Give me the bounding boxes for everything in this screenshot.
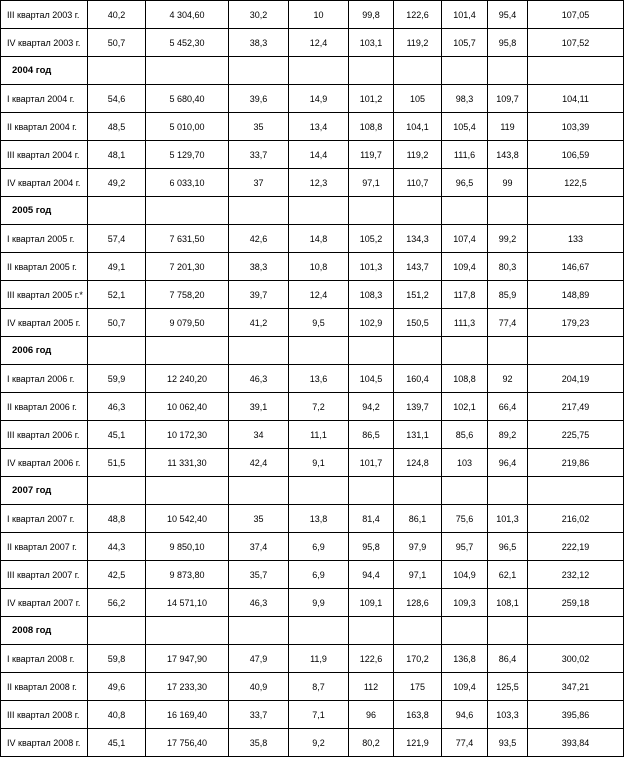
value-cell: 4 304,60 bbox=[146, 1, 229, 29]
value-cell: 16 169,40 bbox=[146, 701, 229, 729]
empty-cell bbox=[289, 197, 349, 225]
value-cell: 109,4 bbox=[442, 673, 488, 701]
value-cell: 160,4 bbox=[394, 365, 442, 393]
empty-cell bbox=[88, 617, 146, 645]
value-cell: 96 bbox=[349, 701, 394, 729]
value-cell: 103 bbox=[442, 449, 488, 477]
value-cell: 37,4 bbox=[229, 533, 289, 561]
table-row bbox=[1, 589, 624, 617]
value-cell: 80,3 bbox=[488, 253, 528, 281]
quarter-label: III квартал 2008 г. bbox=[1, 701, 88, 729]
value-cell: 108,3 bbox=[349, 281, 394, 309]
value-cell: 216,02 bbox=[528, 505, 624, 533]
value-cell: 5 010,00 bbox=[146, 113, 229, 141]
value-cell: 34 bbox=[229, 421, 289, 449]
value-cell: 12,4 bbox=[289, 29, 349, 57]
value-cell: 77,4 bbox=[488, 309, 528, 337]
value-cell: 259,18 bbox=[528, 589, 624, 617]
value-cell: 225,75 bbox=[528, 421, 624, 449]
empty-cell bbox=[88, 197, 146, 225]
empty-cell bbox=[488, 337, 528, 365]
value-cell: 59,9 bbox=[88, 365, 146, 393]
value-cell: 77,4 bbox=[442, 729, 488, 757]
empty-cell bbox=[289, 617, 349, 645]
value-cell: 13,8 bbox=[289, 505, 349, 533]
value-cell: 143,8 bbox=[488, 141, 528, 169]
table-row bbox=[1, 253, 624, 281]
value-cell: 49,6 bbox=[88, 673, 146, 701]
value-cell: 12 240,20 bbox=[146, 365, 229, 393]
value-cell: 112 bbox=[349, 673, 394, 701]
value-cell: 347,21 bbox=[528, 673, 624, 701]
value-cell: 9,2 bbox=[289, 729, 349, 757]
empty-cell bbox=[488, 197, 528, 225]
value-cell: 39,7 bbox=[229, 281, 289, 309]
value-cell: 94,4 bbox=[349, 561, 394, 589]
value-cell: 7,1 bbox=[289, 701, 349, 729]
value-cell: 56,2 bbox=[88, 589, 146, 617]
value-cell: 46,3 bbox=[229, 589, 289, 617]
value-cell: 9 850,10 bbox=[146, 533, 229, 561]
value-cell: 75,6 bbox=[442, 505, 488, 533]
value-cell: 7,2 bbox=[289, 393, 349, 421]
empty-cell bbox=[349, 197, 394, 225]
empty-cell bbox=[229, 617, 289, 645]
value-cell: 101,4 bbox=[442, 1, 488, 29]
value-cell: 10 172,30 bbox=[146, 421, 229, 449]
value-cell: 86,5 bbox=[349, 421, 394, 449]
value-cell: 102,9 bbox=[349, 309, 394, 337]
empty-cell bbox=[229, 477, 289, 505]
quarter-label: III квартал 2005 г.* bbox=[1, 281, 88, 309]
table-row bbox=[1, 393, 624, 421]
value-cell: 13,4 bbox=[289, 113, 349, 141]
value-cell: 101,3 bbox=[349, 253, 394, 281]
table-row bbox=[1, 141, 624, 169]
value-cell: 217,49 bbox=[528, 393, 624, 421]
value-cell: 5 452,30 bbox=[146, 29, 229, 57]
value-cell: 48,5 bbox=[88, 113, 146, 141]
value-cell: 101,2 bbox=[349, 85, 394, 113]
value-cell: 99,2 bbox=[488, 225, 528, 253]
value-cell: 11,1 bbox=[289, 421, 349, 449]
value-cell: 95,8 bbox=[349, 533, 394, 561]
value-cell: 40,2 bbox=[88, 1, 146, 29]
quarter-label: III квартал 2007 г. bbox=[1, 561, 88, 589]
value-cell: 48,8 bbox=[88, 505, 146, 533]
value-cell: 143,7 bbox=[394, 253, 442, 281]
value-cell: 30,2 bbox=[229, 1, 289, 29]
empty-cell bbox=[146, 57, 229, 85]
value-cell: 204,19 bbox=[528, 365, 624, 393]
quarter-label: II квартал 2006 г. bbox=[1, 393, 88, 421]
value-cell: 103,3 bbox=[488, 701, 528, 729]
quarter-label: I квартал 2006 г. bbox=[1, 365, 88, 393]
value-cell: 232,12 bbox=[528, 561, 624, 589]
empty-cell bbox=[146, 617, 229, 645]
value-cell: 109,7 bbox=[488, 85, 528, 113]
value-cell: 300,02 bbox=[528, 645, 624, 673]
quarter-label: IV квартал 2008 г. bbox=[1, 729, 88, 757]
value-cell: 108,1 bbox=[488, 589, 528, 617]
empty-cell bbox=[229, 57, 289, 85]
value-cell: 104,9 bbox=[442, 561, 488, 589]
empty-cell bbox=[146, 477, 229, 505]
value-cell: 105,4 bbox=[442, 113, 488, 141]
value-cell: 119 bbox=[488, 113, 528, 141]
value-cell: 35,7 bbox=[229, 561, 289, 589]
value-cell: 99 bbox=[488, 169, 528, 197]
empty-cell bbox=[488, 617, 528, 645]
value-cell: 109,4 bbox=[442, 253, 488, 281]
empty-cell bbox=[488, 477, 528, 505]
value-cell: 97,1 bbox=[349, 169, 394, 197]
value-cell: 103,39 bbox=[528, 113, 624, 141]
quarter-label: II квартал 2004 г. bbox=[1, 113, 88, 141]
value-cell: 107,05 bbox=[528, 1, 624, 29]
value-cell: 86,1 bbox=[394, 505, 442, 533]
empty-cell bbox=[394, 197, 442, 225]
value-cell: 150,5 bbox=[394, 309, 442, 337]
value-cell: 39,1 bbox=[229, 393, 289, 421]
value-cell: 219,86 bbox=[528, 449, 624, 477]
value-cell: 151,2 bbox=[394, 281, 442, 309]
year-label: 2008 год bbox=[1, 617, 88, 645]
value-cell: 12,3 bbox=[289, 169, 349, 197]
value-cell: 121,9 bbox=[394, 729, 442, 757]
year-header-row bbox=[1, 337, 624, 365]
empty-cell bbox=[88, 57, 146, 85]
value-cell: 50,7 bbox=[88, 29, 146, 57]
value-cell: 93,5 bbox=[488, 729, 528, 757]
value-cell: 52,1 bbox=[88, 281, 146, 309]
value-cell: 92 bbox=[488, 365, 528, 393]
value-cell: 108,8 bbox=[442, 365, 488, 393]
quarter-label: II квартал 2008 г. bbox=[1, 673, 88, 701]
empty-cell bbox=[394, 57, 442, 85]
value-cell: 109,3 bbox=[442, 589, 488, 617]
value-cell: 148,89 bbox=[528, 281, 624, 309]
quarter-label: IV квартал 2007 г. bbox=[1, 589, 88, 617]
value-cell: 104,1 bbox=[394, 113, 442, 141]
value-cell: 47,9 bbox=[229, 645, 289, 673]
empty-cell bbox=[394, 337, 442, 365]
year-header-row bbox=[1, 477, 624, 505]
value-cell: 96,5 bbox=[488, 533, 528, 561]
value-cell: 40,8 bbox=[88, 701, 146, 729]
value-cell: 98,3 bbox=[442, 85, 488, 113]
empty-cell bbox=[394, 617, 442, 645]
table-row bbox=[1, 113, 624, 141]
value-cell: 7 631,50 bbox=[146, 225, 229, 253]
value-cell: 101,3 bbox=[488, 505, 528, 533]
table-body bbox=[1, 1, 624, 757]
empty-cell bbox=[349, 57, 394, 85]
value-cell: 85,6 bbox=[442, 421, 488, 449]
table-row bbox=[1, 673, 624, 701]
value-cell: 14,9 bbox=[289, 85, 349, 113]
value-cell: 109,1 bbox=[349, 589, 394, 617]
quarter-label: II квартал 2005 г. bbox=[1, 253, 88, 281]
value-cell: 10 062,40 bbox=[146, 393, 229, 421]
value-cell: 96,5 bbox=[442, 169, 488, 197]
value-cell: 97,9 bbox=[394, 533, 442, 561]
value-cell: 105,7 bbox=[442, 29, 488, 57]
empty-cell bbox=[289, 57, 349, 85]
value-cell: 14,4 bbox=[289, 141, 349, 169]
quarter-label: III квартал 2006 г. bbox=[1, 421, 88, 449]
value-cell: 6,9 bbox=[289, 533, 349, 561]
year-label: 2007 год bbox=[1, 477, 88, 505]
value-cell: 11 331,30 bbox=[146, 449, 229, 477]
quarter-label: II квартал 2007 г. bbox=[1, 533, 88, 561]
table-row bbox=[1, 449, 624, 477]
empty-cell bbox=[528, 337, 624, 365]
value-cell: 117,8 bbox=[442, 281, 488, 309]
table-row bbox=[1, 645, 624, 673]
value-cell: 81,4 bbox=[349, 505, 394, 533]
empty-cell bbox=[229, 337, 289, 365]
value-cell: 119,2 bbox=[394, 141, 442, 169]
value-cell: 42,6 bbox=[229, 225, 289, 253]
value-cell: 10 542,40 bbox=[146, 505, 229, 533]
table-row bbox=[1, 701, 624, 729]
value-cell: 85,9 bbox=[488, 281, 528, 309]
quarter-label: I квартал 2004 г. bbox=[1, 85, 88, 113]
value-cell: 107,4 bbox=[442, 225, 488, 253]
value-cell: 35,8 bbox=[229, 729, 289, 757]
value-cell: 66,4 bbox=[488, 393, 528, 421]
value-cell: 9 079,50 bbox=[146, 309, 229, 337]
value-cell: 95,4 bbox=[488, 1, 528, 29]
empty-cell bbox=[229, 197, 289, 225]
table-row bbox=[1, 309, 624, 337]
table-row bbox=[1, 421, 624, 449]
empty-cell bbox=[349, 617, 394, 645]
value-cell: 94,6 bbox=[442, 701, 488, 729]
value-cell: 9,5 bbox=[289, 309, 349, 337]
value-cell: 393,84 bbox=[528, 729, 624, 757]
year-label: 2005 год bbox=[1, 197, 88, 225]
quarter-label: IV квартал 2003 г. bbox=[1, 29, 88, 57]
empty-cell bbox=[289, 477, 349, 505]
table-row bbox=[1, 1, 624, 29]
value-cell: 170,2 bbox=[394, 645, 442, 673]
quarter-label: I квартал 2007 г. bbox=[1, 505, 88, 533]
empty-cell bbox=[349, 477, 394, 505]
value-cell: 122,6 bbox=[394, 1, 442, 29]
value-cell: 39,6 bbox=[229, 85, 289, 113]
value-cell: 46,3 bbox=[88, 393, 146, 421]
quarter-label: I квартал 2008 г. bbox=[1, 645, 88, 673]
value-cell: 50,7 bbox=[88, 309, 146, 337]
value-cell: 128,6 bbox=[394, 589, 442, 617]
value-cell: 119,2 bbox=[394, 29, 442, 57]
empty-cell bbox=[528, 617, 624, 645]
value-cell: 51,5 bbox=[88, 449, 146, 477]
value-cell: 41,2 bbox=[229, 309, 289, 337]
value-cell: 42,4 bbox=[229, 449, 289, 477]
value-cell: 46,3 bbox=[229, 365, 289, 393]
value-cell: 8,7 bbox=[289, 673, 349, 701]
value-cell: 11,9 bbox=[289, 645, 349, 673]
value-cell: 7 201,30 bbox=[146, 253, 229, 281]
value-cell: 111,6 bbox=[442, 141, 488, 169]
year-label: 2006 год bbox=[1, 337, 88, 365]
value-cell: 89,2 bbox=[488, 421, 528, 449]
table-row bbox=[1, 169, 624, 197]
value-cell: 110,7 bbox=[394, 169, 442, 197]
value-cell: 57,4 bbox=[88, 225, 146, 253]
value-cell: 179,23 bbox=[528, 309, 624, 337]
table-row bbox=[1, 365, 624, 393]
empty-cell bbox=[488, 57, 528, 85]
value-cell: 17 947,90 bbox=[146, 645, 229, 673]
value-cell: 49,2 bbox=[88, 169, 146, 197]
value-cell: 104,5 bbox=[349, 365, 394, 393]
value-cell: 62,1 bbox=[488, 561, 528, 589]
table-row bbox=[1, 29, 624, 57]
value-cell: 14 571,10 bbox=[146, 589, 229, 617]
value-cell: 95,8 bbox=[488, 29, 528, 57]
quarter-label: IV квартал 2006 г. bbox=[1, 449, 88, 477]
value-cell: 111,3 bbox=[442, 309, 488, 337]
value-cell: 6,9 bbox=[289, 561, 349, 589]
value-cell: 107,52 bbox=[528, 29, 624, 57]
value-cell: 12,4 bbox=[289, 281, 349, 309]
value-cell: 163,8 bbox=[394, 701, 442, 729]
value-cell: 42,5 bbox=[88, 561, 146, 589]
value-cell: 108,8 bbox=[349, 113, 394, 141]
empty-cell bbox=[442, 57, 488, 85]
year-header-row bbox=[1, 197, 624, 225]
year-header-row bbox=[1, 617, 624, 645]
value-cell: 104,11 bbox=[528, 85, 624, 113]
value-cell: 99,8 bbox=[349, 1, 394, 29]
value-cell: 146,67 bbox=[528, 253, 624, 281]
value-cell: 10,8 bbox=[289, 253, 349, 281]
value-cell: 86,4 bbox=[488, 645, 528, 673]
value-cell: 94,2 bbox=[349, 393, 394, 421]
empty-cell bbox=[528, 197, 624, 225]
value-cell: 97,1 bbox=[394, 561, 442, 589]
value-cell: 17 756,40 bbox=[146, 729, 229, 757]
value-cell: 9,9 bbox=[289, 589, 349, 617]
value-cell: 395,86 bbox=[528, 701, 624, 729]
value-cell: 5 680,40 bbox=[146, 85, 229, 113]
value-cell: 13,6 bbox=[289, 365, 349, 393]
value-cell: 136,8 bbox=[442, 645, 488, 673]
value-cell: 101,7 bbox=[349, 449, 394, 477]
empty-cell bbox=[146, 197, 229, 225]
value-cell: 38,3 bbox=[229, 29, 289, 57]
value-cell: 17 233,30 bbox=[146, 673, 229, 701]
value-cell: 38,3 bbox=[229, 253, 289, 281]
value-cell: 33,7 bbox=[229, 701, 289, 729]
value-cell: 33,7 bbox=[229, 141, 289, 169]
value-cell: 106,59 bbox=[528, 141, 624, 169]
value-cell: 14,8 bbox=[289, 225, 349, 253]
value-cell: 37 bbox=[229, 169, 289, 197]
value-cell: 122,5 bbox=[528, 169, 624, 197]
table-row bbox=[1, 729, 624, 757]
value-cell: 9 873,80 bbox=[146, 561, 229, 589]
table-row bbox=[1, 533, 624, 561]
value-cell: 49,1 bbox=[88, 253, 146, 281]
empty-cell bbox=[88, 477, 146, 505]
value-cell: 102,1 bbox=[442, 393, 488, 421]
value-cell: 95,7 bbox=[442, 533, 488, 561]
table-row bbox=[1, 225, 624, 253]
quarter-label: IV квартал 2005 г. bbox=[1, 309, 88, 337]
empty-cell bbox=[442, 617, 488, 645]
table-row bbox=[1, 281, 624, 309]
value-cell: 124,8 bbox=[394, 449, 442, 477]
value-cell: 48,1 bbox=[88, 141, 146, 169]
value-cell: 59,8 bbox=[88, 645, 146, 673]
empty-cell bbox=[88, 337, 146, 365]
value-cell: 119,7 bbox=[349, 141, 394, 169]
quarter-label: IV квартал 2004 г. bbox=[1, 169, 88, 197]
quarter-label: III квартал 2004 г. bbox=[1, 141, 88, 169]
year-label: 2004 год bbox=[1, 57, 88, 85]
value-cell: 5 129,70 bbox=[146, 141, 229, 169]
empty-cell bbox=[442, 197, 488, 225]
value-cell: 139,7 bbox=[394, 393, 442, 421]
value-cell: 133 bbox=[528, 225, 624, 253]
value-cell: 35 bbox=[229, 113, 289, 141]
value-cell: 35 bbox=[229, 505, 289, 533]
value-cell: 54,6 bbox=[88, 85, 146, 113]
value-cell: 96,4 bbox=[488, 449, 528, 477]
value-cell: 7 758,20 bbox=[146, 281, 229, 309]
value-cell: 222,19 bbox=[528, 533, 624, 561]
value-cell: 80,2 bbox=[349, 729, 394, 757]
value-cell: 103,1 bbox=[349, 29, 394, 57]
table-row bbox=[1, 505, 624, 533]
value-cell: 44,3 bbox=[88, 533, 146, 561]
empty-cell bbox=[442, 337, 488, 365]
empty-cell bbox=[289, 337, 349, 365]
empty-cell bbox=[528, 57, 624, 85]
value-cell: 134,3 bbox=[394, 225, 442, 253]
table-row bbox=[1, 561, 624, 589]
empty-cell bbox=[528, 477, 624, 505]
value-cell: 45,1 bbox=[88, 421, 146, 449]
value-cell: 122,6 bbox=[349, 645, 394, 673]
value-cell: 175 bbox=[394, 673, 442, 701]
empty-cell bbox=[146, 337, 229, 365]
value-cell: 105 bbox=[394, 85, 442, 113]
value-cell: 6 033,10 bbox=[146, 169, 229, 197]
quarter-label: III квартал 2003 г. bbox=[1, 1, 88, 29]
value-cell: 9,1 bbox=[289, 449, 349, 477]
empty-cell bbox=[349, 337, 394, 365]
year-header-row bbox=[1, 57, 624, 85]
table-row bbox=[1, 85, 624, 113]
value-cell: 105,2 bbox=[349, 225, 394, 253]
empty-cell bbox=[442, 477, 488, 505]
value-cell: 125,5 bbox=[488, 673, 528, 701]
empty-cell bbox=[394, 477, 442, 505]
value-cell: 40,9 bbox=[229, 673, 289, 701]
value-cell: 131,1 bbox=[394, 421, 442, 449]
value-cell: 45,1 bbox=[88, 729, 146, 757]
quarter-label: I квартал 2005 г. bbox=[1, 225, 88, 253]
value-cell: 10 bbox=[289, 1, 349, 29]
